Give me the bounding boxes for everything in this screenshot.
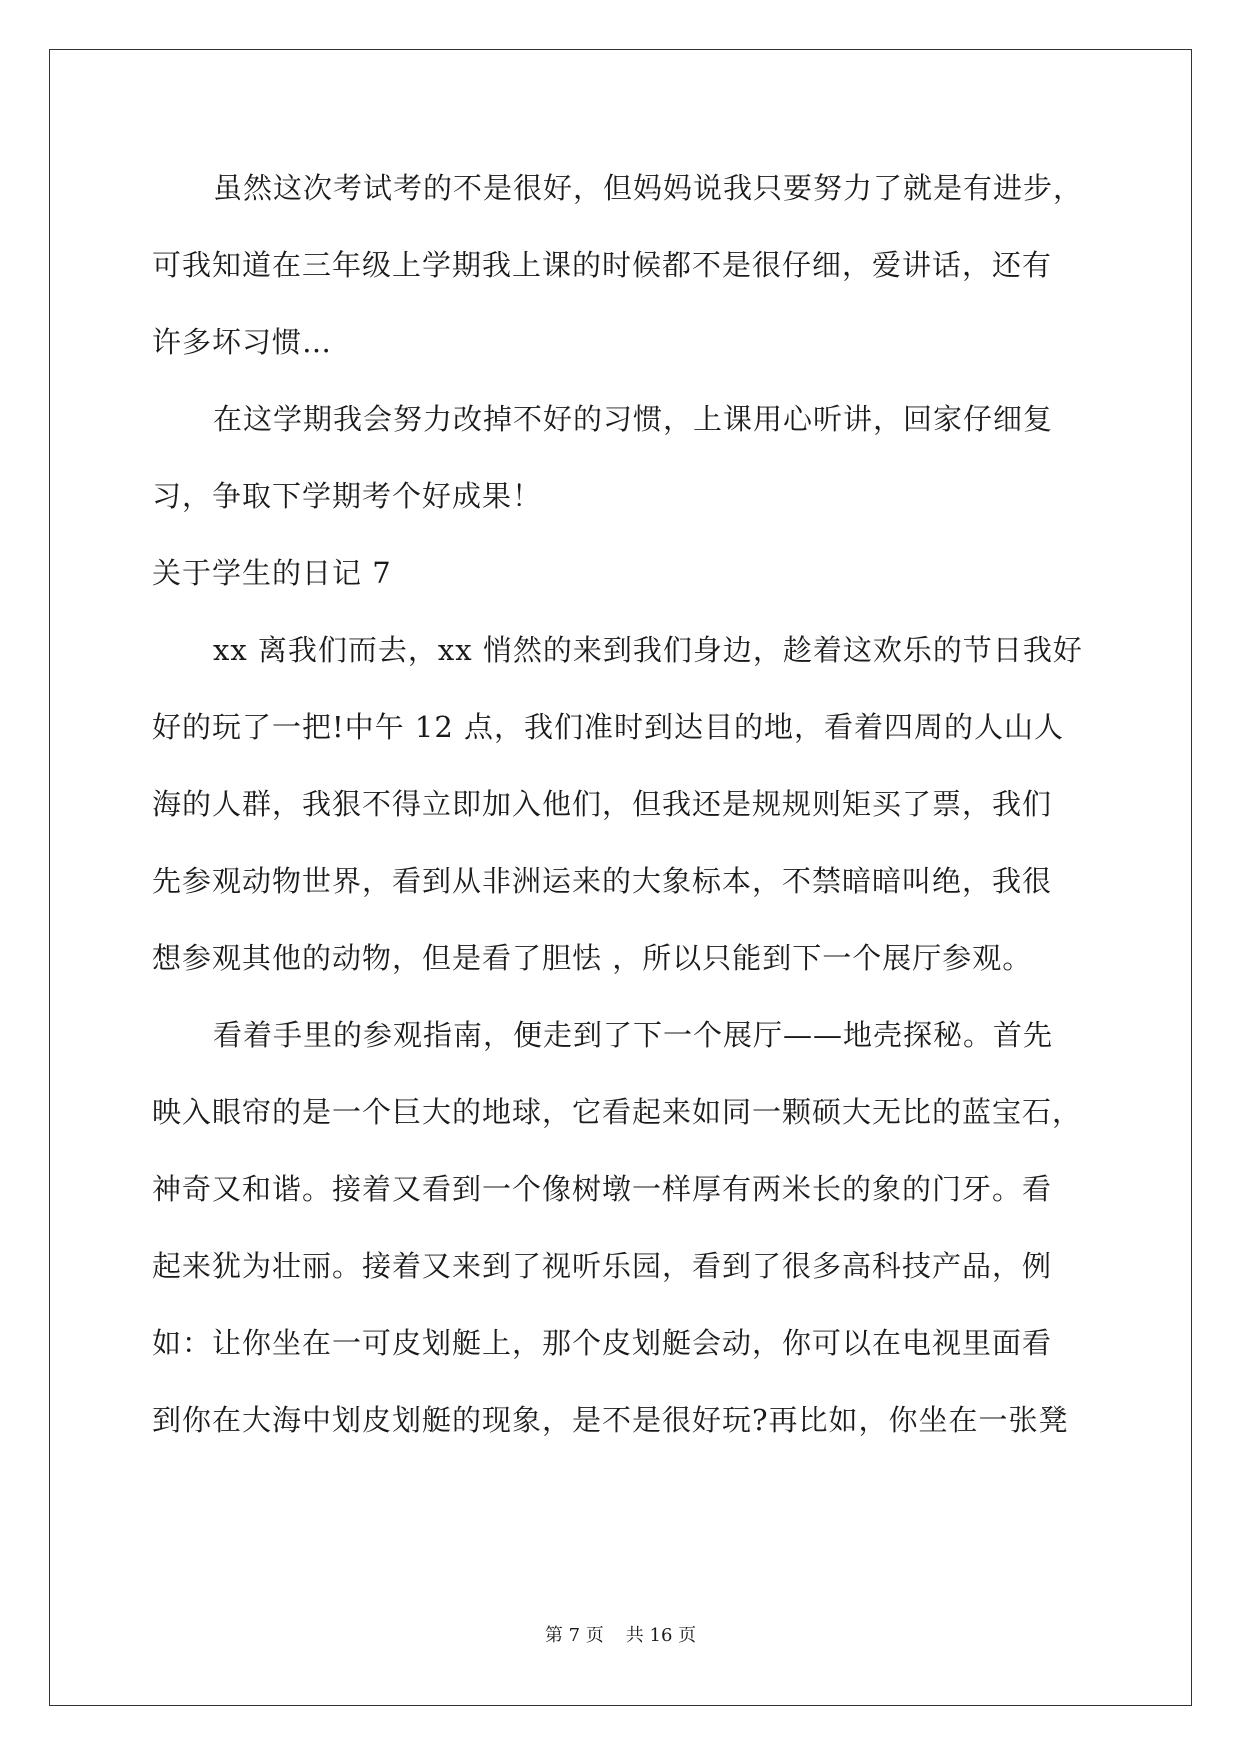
text-line: 先参观动物世界，看到从非洲运来的大象标本，不禁暗暗叫绝，我很 [152, 864, 1053, 898]
text-line: 看着手里的参观指南，便走到了下一个展厅——地壳探秘。首先 [213, 1018, 1054, 1052]
section-heading: 关于学生的日记 7 [152, 556, 392, 590]
text-line: 好的玩了一把!中午 12 点，我们准时到达目的地，看着四周的人山人 [152, 710, 1064, 744]
text-line: 虽然这次考试考的不是很好，但妈妈说我只要努力了就是有进步， [213, 171, 1084, 205]
text-line: 到你在大海中划皮划艇的现象，是不是很好玩?再比如，你坐在一张凳 [152, 1403, 1069, 1437]
document-body [152, 150, 1092, 1459]
text-line: 映入眼帘的是一个巨大的地球，它看起来如同一颗硕大无比的蓝宝石， [152, 1095, 1083, 1129]
text-line: 海的人群，我狠不得立即加入他们，但我还是规规则矩买了票，我们 [152, 787, 1053, 821]
text-line: 在这学期我会努力改掉不好的习惯，上课用心听讲，回家仔细复 [213, 402, 1054, 436]
text-line: 如：让你坐在一可皮划艇上，那个皮划艇会动，你可以在电视里面看 [152, 1326, 1053, 1360]
page-footer [0, 1621, 1241, 1647]
text-line: 想参观其他的动物，但是看了胆怯 ，所以只能到下一个展厅参观。 [152, 941, 1033, 975]
text-line: 起来犹为壮丽。接着又来到了视听乐园，看到了很多高科技产品，例 [152, 1249, 1053, 1283]
text-line: 可我知道在三年级上学期我上课的时候都不是很仔细，爱讲话，还有 [152, 248, 1053, 282]
text-line: 许多坏习惯… [152, 325, 333, 359]
text-line: 习，争取下学期考个好成果！ [152, 479, 543, 513]
page-total: 共 16 页 [625, 1625, 697, 1646]
text-line: 神奇又和谐。接着又看到一个像树墩一样厚有两米长的象的门牙。看 [152, 1172, 1053, 1206]
page-number: 第 7 页 [544, 1625, 604, 1646]
text-line: xx 离我们而去，xx 悄然的来到我们身边，趁着这欢乐的节日我好 [213, 633, 1083, 667]
